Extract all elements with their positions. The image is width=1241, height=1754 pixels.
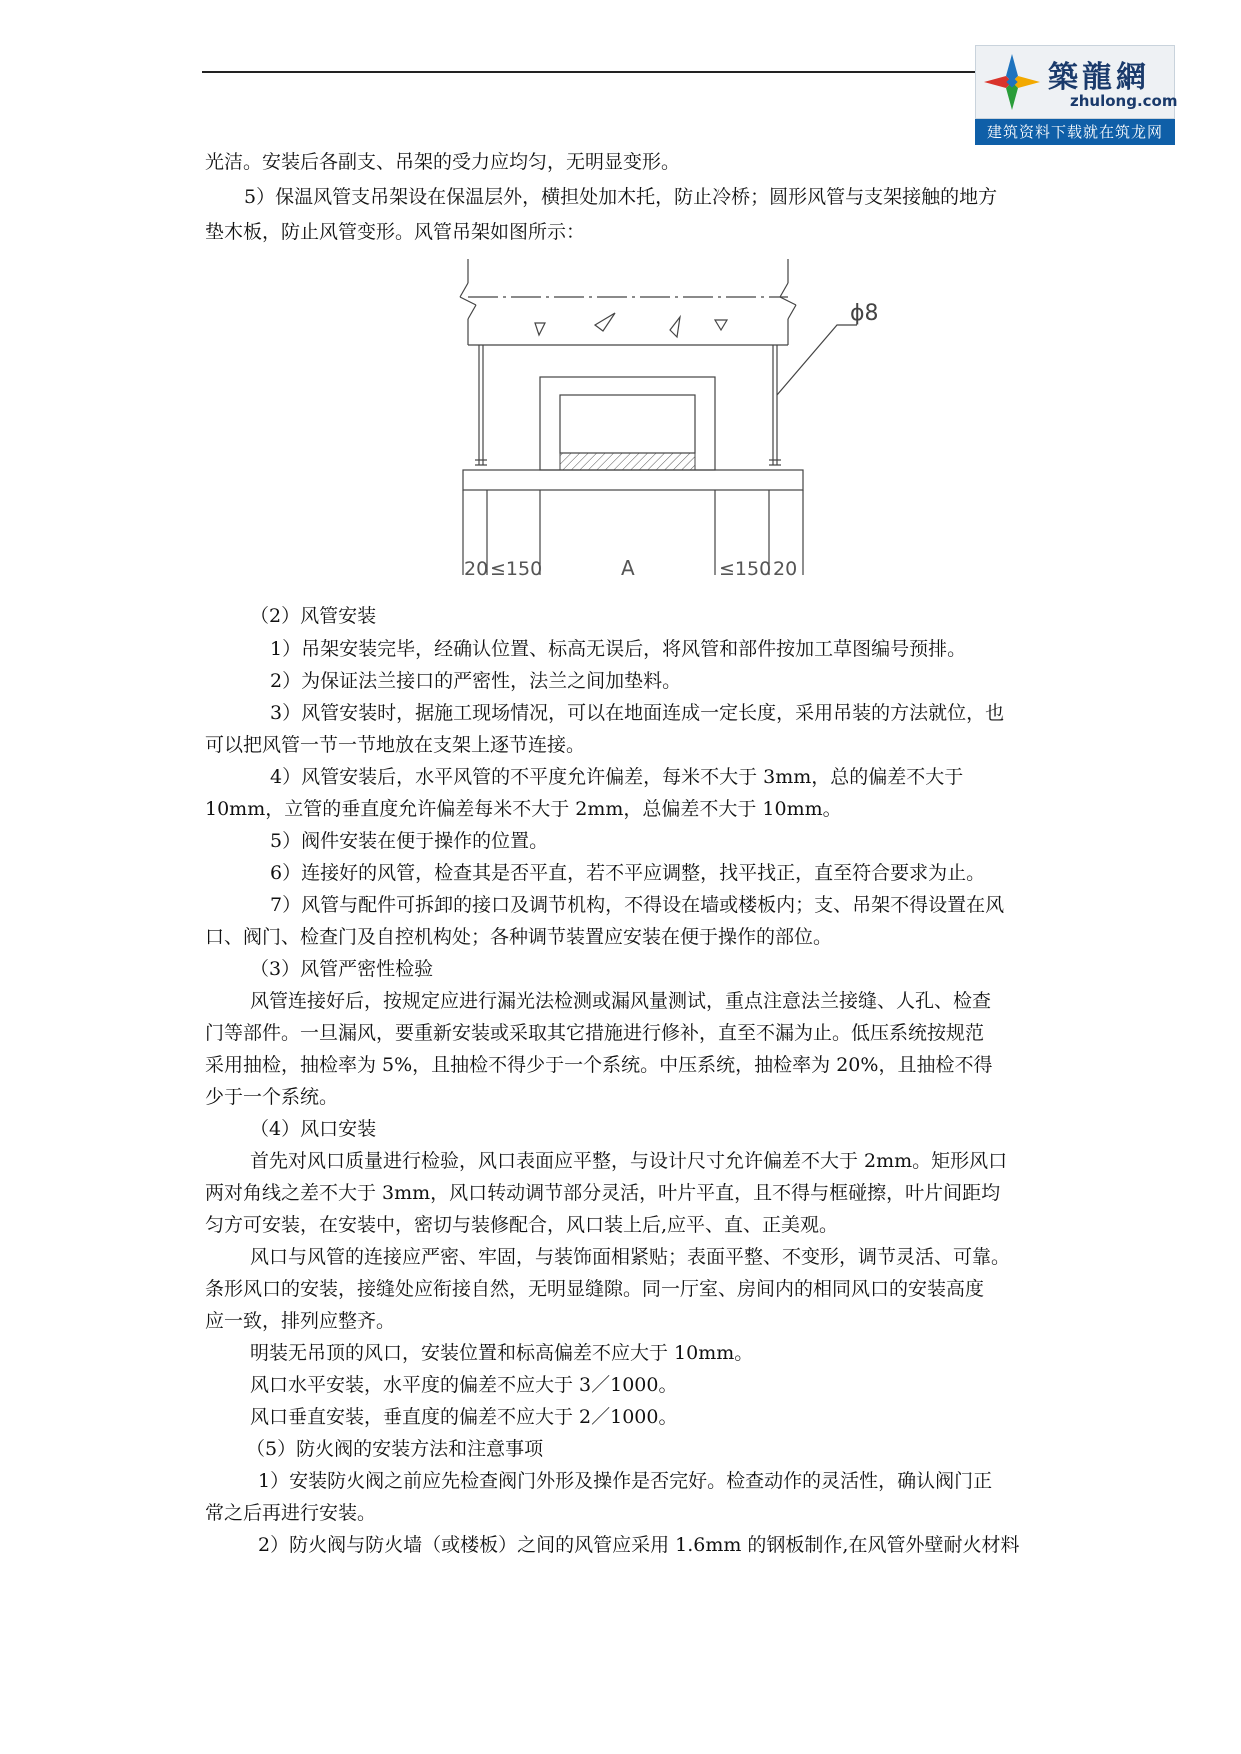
section-heading: （4）风口安装 bbox=[250, 1118, 377, 1140]
paragraph-line: 2）为保证法兰接口的严密性，法兰之间加垫料。 bbox=[270, 670, 682, 692]
duct-hanger-diagram bbox=[455, 255, 935, 585]
paragraph-line: 首先对风口质量进行检验，风口表面应平整，与设计尺寸允许偏差不大于 2mm。矩形风口 bbox=[250, 1150, 1008, 1172]
header-rule bbox=[202, 71, 982, 73]
dim-right-gap: ≤150 bbox=[719, 558, 772, 580]
paragraph-line: 风口水平安装，水平度的偏差不应大于 3／1000。 bbox=[250, 1374, 678, 1396]
paragraph-line: 4）风管安装后，水平风管的不平度允许偏差，每米不大于 3mm，总的偏差不大于 bbox=[270, 766, 964, 788]
paragraph-line: 光洁。安装后各副支、吊架的受力应均匀，无明显变形。 bbox=[205, 151, 681, 173]
paragraph-line: 6）连接好的风管，检查其是否平直，若不平应调整，找平找正，直至符合要求为止。 bbox=[270, 862, 986, 884]
paragraph-line: 两对角线之差不大于 3mm，风口转动调节部分灵活，叶片平直，且不得与框碰擦，叶片间距均 bbox=[205, 1182, 1001, 1204]
paragraph-line: 常之后再进行安装。 bbox=[205, 1502, 377, 1524]
paragraph-line: 10mm，立管的垂直度允许偏差每米不大于 2mm，总偏差不大于 10mm。 bbox=[205, 798, 842, 820]
rod-label: ϕ8 bbox=[850, 301, 879, 326]
duct-body bbox=[560, 395, 695, 453]
paragraph-line: 1）安装防火阀之前应先检查阀门外形及操作是否完好。检查动作的灵活性，确认阀门正 bbox=[258, 1470, 993, 1492]
zhulong-logo bbox=[975, 45, 1178, 145]
paragraph-line: 应一致，排列应整齐。 bbox=[205, 1310, 396, 1332]
paragraph-line: 垫木板，防止风管变形。风管吊架如图所示： bbox=[205, 221, 586, 243]
logo-slogan: 建筑资料下载就在筑龙网 bbox=[975, 119, 1175, 145]
paragraph-line: 口、阀门、检查门及自控机构处；各种调节装置应安装在便于操作的部位。 bbox=[205, 926, 833, 948]
paragraph-line: 2）防火阀与防火墙（或楼板）之间的风管应采用 1.6mm 的钢板制作,在风管外壁耐火材料 bbox=[258, 1534, 1020, 1556]
paragraph-line: 门等部件。一旦漏风，要重新安装或采取其它措施进行修补，直至不漏为止。低压系统按规范 bbox=[205, 1022, 985, 1044]
paragraph-line: 少于一个系统。 bbox=[205, 1086, 339, 1108]
dim-left-gap: ≤150 bbox=[490, 558, 543, 580]
paragraph-line: 7）风管与配件可拆卸的接口及调节机构，不得设在墙或楼板内；支、吊架不得设置在风 bbox=[270, 894, 1005, 916]
logo-name: 築龍網 bbox=[1048, 60, 1150, 95]
cross-beam bbox=[463, 470, 803, 490]
dim-right-edge: 20 bbox=[773, 558, 798, 580]
section-heading: （5）防火阀的安装方法和注意事项 bbox=[246, 1438, 544, 1460]
paragraph-line: 可以把风管一节一节地放在支架上逐节连接。 bbox=[205, 734, 586, 756]
paragraph-line: 采用抽检，抽检率为 5%，且抽检不得少于一个系统。中压系统，抽检率为 20%，且抽检不得 bbox=[205, 1054, 993, 1076]
logo-star-icon bbox=[982, 52, 1042, 112]
dim-left-edge: 20 bbox=[464, 558, 489, 580]
section-heading: （2）风管安装 bbox=[250, 605, 377, 627]
dim-center: A bbox=[621, 556, 635, 580]
ceiling-slab bbox=[460, 259, 796, 345]
paragraph-line: 匀方可安装，在安装中，密切与装修配合，风口装上后,应平、直、正美观。 bbox=[205, 1214, 839, 1236]
paragraph-line: 5）保温风管支吊架设在保温层外，横担处加木托，防止冷桥；圆形风管与支架接触的地方 bbox=[244, 186, 998, 208]
section-heading: （3）风管严密性检验 bbox=[250, 958, 434, 980]
paragraph-line: 风口垂直安装，垂直度的偏差不应大于 2／1000。 bbox=[250, 1406, 678, 1428]
paragraph-line: 3）风管安装时，据施工现场情况，可以在地面连成一定长度，采用吊装的方法就位，也 bbox=[270, 702, 1005, 724]
paragraph-line: 条形风口的安装，接缝处应衔接自然，无明显缝隙。同一厅室、房间内的相同风口的安装高度 bbox=[205, 1278, 985, 1300]
paragraph-line: 5）阀件安装在便于操作的位置。 bbox=[270, 830, 549, 852]
paragraph-line: 1）吊架安装完毕，经确认位置、标高无误后，将风管和部件按加工草图编号预排。 bbox=[270, 638, 967, 660]
logo-domain: zhulong.com bbox=[1070, 92, 1178, 110]
hanger-rods bbox=[475, 345, 781, 465]
paragraph-line: 风管连接好后，按规定应进行漏光法检测或漏风量测试，重点注意法兰接缝、人孔、检查 bbox=[250, 990, 992, 1012]
rod-leader-line bbox=[777, 325, 857, 395]
paragraph-line: 明装无吊顶的风口，安装位置和标高偏差不应大于 10mm。 bbox=[250, 1342, 754, 1364]
paragraph-line: 风口与风管的连接应严密、牢固，与装饰面相紧贴；表面平整、不变形，调节灵活、可靠。 bbox=[250, 1246, 1011, 1268]
logo-banner bbox=[975, 45, 1178, 119]
wood-pad bbox=[560, 453, 695, 470]
